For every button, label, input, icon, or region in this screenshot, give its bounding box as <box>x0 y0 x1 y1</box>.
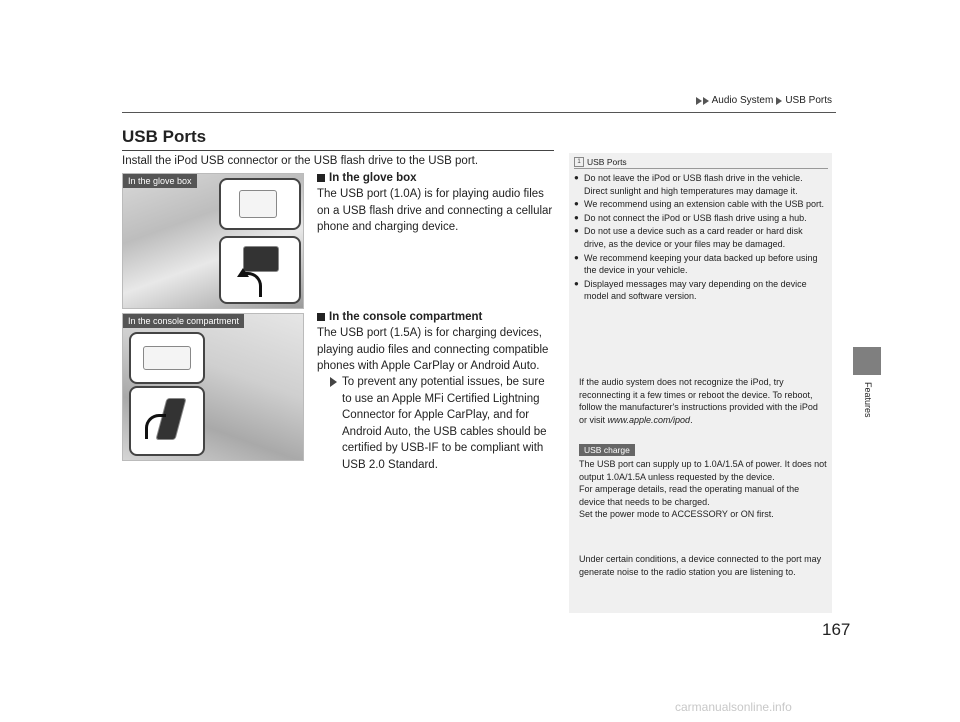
chapter-tab-marker <box>853 347 881 375</box>
console-heading <box>317 311 482 323</box>
intro-text: Install the iPod USB connector or the USB flash drive to the USB port. <box>122 155 479 167</box>
breadcrumb-arrow-icon <box>776 97 782 105</box>
list-item: ● We recommend using an extension cable with the USB port. <box>574 198 826 211</box>
console-note-text: To prevent any potential issues, be sure to use an Apple MFi Certified Lightning Connector for Apple CarPlay, and for Android Auto, the USB cables should be certified by USB-IF to be compliant with USB 2.0 Standard. <box>342 376 547 471</box>
glove-box-image-label: In the glove box <box>123 174 197 188</box>
reference-number-icon: 1 <box>574 157 584 167</box>
console-heading-text: In the console compartment <box>329 311 483 323</box>
list-item: ● Displayed messages may vary depending on the device model and software version. <box>574 278 826 303</box>
glove-box-image <box>122 173 304 309</box>
list-item: ● We recommend keeping your data backed up before using the device in your vehicle. <box>574 252 826 277</box>
usb-cover-inset <box>219 236 301 304</box>
note-arrow-icon <box>330 377 337 387</box>
sidebar-ipod-paragraph <box>579 376 827 426</box>
section-square-icon <box>317 313 325 321</box>
page-number: 167 <box>822 620 851 639</box>
section-square-icon <box>317 174 325 182</box>
apple-ipod-link[interactable]: www.apple.com/ipod <box>607 414 691 425</box>
sidebar-header <box>574 157 627 167</box>
page-title: USB Ports <box>122 127 207 146</box>
sidebar-divider <box>574 168 828 169</box>
header-divider <box>122 112 836 113</box>
breadcrumb-item-usb-ports[interactable]: USB Ports <box>785 95 832 106</box>
console-compartment-image <box>122 313 304 461</box>
glove-box-heading-text: In the glove box <box>329 172 417 184</box>
list-item: ● Do not use a device such as a card reader or hard disk drive, as the device or your files may be damaged. <box>574 225 826 250</box>
watermark-text: carmanualsonline.info <box>675 700 792 714</box>
list-item: ● Do not leave the iPod or USB flash drive in the vehicle. Direct sunlight and high temperatures may damage it. <box>574 172 826 197</box>
sidebar-bullet-list <box>574 172 826 304</box>
sidebar-charge-paragraph: The USB port can supply up to 1.0A/1.5A of power. It does not output 1.0A/1.5A unless requested by the device. For amperage details, read the operating manual of the device that needs to be charged. Set the power mode to ACCESSORY or ON first. <box>579 459 827 520</box>
glove-box-text: The USB port (1.0A) is for playing audio files on a USB flash drive and connecting a cellular phone and charging device. <box>317 188 553 233</box>
usb-port-icon <box>143 346 191 370</box>
glove-box-heading <box>317 172 417 184</box>
chapter-tab-label[interactable]: Features <box>863 382 873 418</box>
usb-port-closeup-inset <box>219 178 301 230</box>
title-divider <box>122 150 554 151</box>
console-cover-inset <box>129 386 205 456</box>
console-image-label: In the console compartment <box>123 314 244 328</box>
usb-charge-badge: USB charge <box>579 444 635 456</box>
usb-port-closeup-inset <box>129 332 205 384</box>
sidebar-noise-paragraph: Under certain conditions, a device connected to the port may generate noise to the radio station you are listening to. <box>579 554 822 577</box>
list-item: ● Do not connect the iPod or USB flash drive using a hub. <box>574 212 826 225</box>
sidebar-header-text: USB Ports <box>587 157 627 167</box>
arrow-head-icon <box>237 268 249 277</box>
breadcrumb-item-audio-system[interactable]: Audio System <box>711 95 774 106</box>
breadcrumb <box>696 95 832 106</box>
usb-port-icon <box>239 190 277 218</box>
open-arrow-icon <box>145 414 166 439</box>
sidebar-ipod-text: If the audio system does not recognize the iPod, try reconnecting it a few times or reboot the device. To reboot, follow the manufacturer's instructions provided with the iPod or visit <box>579 377 818 425</box>
sidebar-ipod-end: . <box>690 414 693 425</box>
breadcrumb-arrow-icon <box>696 97 709 105</box>
console-text: The USB port (1.5A) is for charging devices, playing audio files and connecting compatible phones with Apple CarPlay or Android Auto. <box>317 327 549 372</box>
